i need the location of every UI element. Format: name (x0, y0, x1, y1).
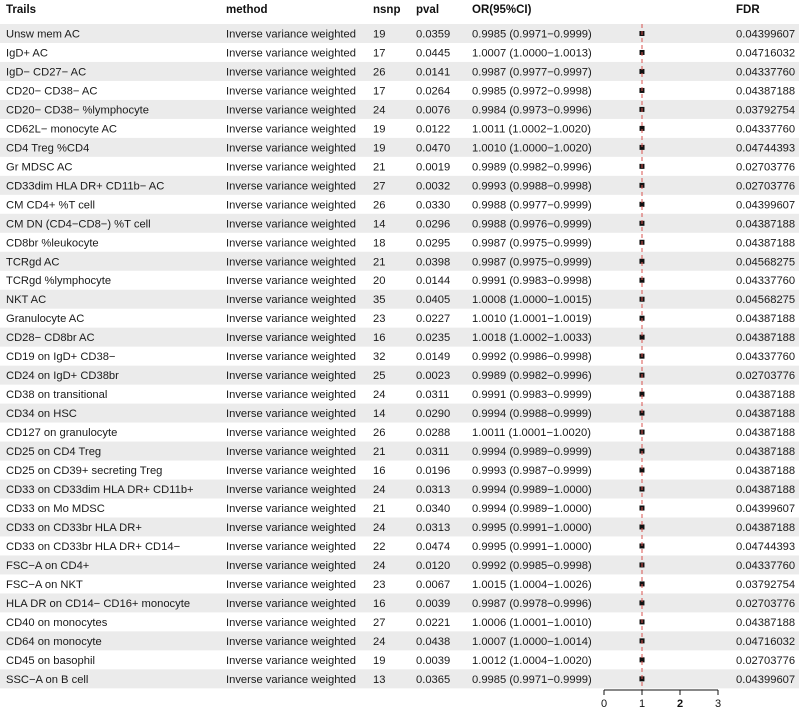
cell-nsnp: 27 (373, 616, 386, 629)
cell-trait: CD33 on CD33br HLA DR+ (6, 521, 142, 534)
cell-pval: 0.0196 (416, 465, 451, 478)
row-stripe (0, 62, 799, 81)
cell-method: Inverse variance weighted (226, 446, 356, 459)
cell-or-ci: 0.9994 (0.9989−1.0000) (472, 503, 592, 515)
cell-fdr: 0.04716032 (736, 47, 796, 60)
cell-method: Inverse variance weighted (226, 503, 356, 515)
cell-trait: Unsw mem AC (6, 28, 80, 41)
cell-or-ci: 0.9989 (0.9982−0.9996) (472, 370, 592, 383)
table-row (6, 427, 795, 439)
cell-fdr: 0.04387188 (736, 408, 796, 421)
cell-nsnp: 21 (373, 256, 386, 269)
cell-fdr: 0.03792754 (736, 104, 796, 117)
cell-nsnp: 13 (373, 673, 386, 686)
cell-trait: CD62L− monocyte AC (6, 123, 118, 136)
cell-trait: CD20− CD38− %lymphocyte (6, 104, 150, 117)
cell-or-ci: 0.9987 (0.9975−0.9999) (472, 237, 592, 250)
table-row (6, 161, 795, 173)
cell-or-ci: 0.9987 (0.9978−0.9996) (472, 597, 592, 610)
header-nsnp: nsnp (373, 4, 401, 16)
row-stripe (0, 631, 799, 650)
cell-nsnp: 23 (373, 578, 386, 591)
cell-trait: HLA DR on CD14− CD16+ monocyte (6, 597, 191, 610)
cell-fdr: 0.04716032 (736, 635, 796, 648)
cell-pval: 0.0340 (416, 503, 451, 515)
cell-trait: IgD+ AC (6, 47, 48, 60)
cell-fdr: 0.04399607 (736, 503, 796, 515)
cell-trait: CD25 on CD39+ secreting Treg (6, 465, 163, 478)
cell-pval: 0.0438 (416, 635, 451, 648)
cell-pval: 0.0032 (416, 180, 451, 193)
cell-method: Inverse variance weighted (226, 540, 356, 553)
table-row (6, 313, 795, 325)
cell-pval: 0.0076 (416, 104, 451, 117)
table-row (6, 655, 795, 667)
cell-nsnp: 19 (373, 123, 386, 136)
cell-pval: 0.0120 (416, 559, 451, 572)
cell-trait: CD64 on monocyte (6, 635, 102, 648)
cell-fdr: 0.04744393 (736, 540, 796, 553)
table-header (6, 4, 760, 16)
cell-method: Inverse variance weighted (226, 521, 356, 534)
cell-or-ci: 0.9984 (0.9973−0.9996) (472, 104, 592, 117)
cell-trait: Gr MDSC AC (6, 161, 73, 174)
cell-or-ci: 0.9985 (0.9971−0.9999) (472, 28, 592, 41)
row-stripe (0, 366, 799, 385)
cell-fdr: 0.04387188 (736, 332, 796, 345)
cell-pval: 0.0023 (416, 370, 451, 383)
cell-nsnp: 21 (373, 503, 386, 515)
cell-fdr: 0.04337760 (736, 351, 796, 364)
cell-fdr: 0.04387188 (736, 446, 796, 459)
cell-nsnp: 24 (373, 559, 386, 572)
cell-fdr: 0.04399607 (736, 199, 796, 212)
cell-nsnp: 22 (373, 540, 386, 553)
cell-trait: CD24 on IgD+ CD38br (6, 370, 119, 383)
cell-trait: CM CD4+ %T cell (6, 199, 96, 212)
cell-nsnp: 19 (373, 28, 386, 41)
cell-fdr: 0.04387188 (736, 218, 796, 231)
table-row (6, 351, 795, 363)
cell-or-ci: 0.9992 (0.9985−0.9998) (472, 559, 592, 572)
cell-pval: 0.0235 (416, 332, 451, 345)
cell-trait: CD8br %leukocyte (6, 237, 99, 250)
cell-method: Inverse variance weighted (226, 408, 356, 421)
cell-method: Inverse variance weighted (226, 673, 356, 686)
cell-pval: 0.0470 (416, 142, 451, 155)
cell-or-ci: 1.0006 (1.0001−1.0010) (472, 616, 592, 629)
cell-or-ci: 0.9988 (0.9976−0.9999) (472, 218, 592, 231)
cell-pval: 0.0311 (416, 389, 450, 402)
cell-nsnp: 19 (373, 654, 386, 667)
cell-method: Inverse variance weighted (226, 47, 356, 60)
cell-or-ci: 0.9991 (0.9983−0.9999) (472, 389, 592, 402)
table-row (6, 199, 795, 211)
cell-or-ci: 0.9994 (0.9989−1.0000) (472, 484, 592, 497)
cell-or-ci: 0.9988 (0.9977−0.9999) (472, 199, 592, 212)
cell-pval: 0.0039 (416, 654, 451, 667)
table-row (6, 389, 795, 401)
cell-trait: IgD− CD27− AC (6, 66, 87, 79)
cell-nsnp: 24 (373, 389, 386, 402)
cell-or-ci: 1.0007 (1.0000−1.0013) (472, 47, 592, 60)
cell-or-ci: 0.9991 (0.9983−0.9998) (472, 275, 592, 288)
table-row (6, 47, 795, 59)
cell-method: Inverse variance weighted (226, 180, 356, 193)
cell-trait: CD4 Treg %CD4 (6, 142, 90, 155)
cell-method: Inverse variance weighted (226, 351, 356, 364)
cell-or-ci: 1.0018 (1.0002−1.0033) (472, 332, 592, 345)
cell-nsnp: 35 (373, 294, 386, 307)
cell-or-ci: 0.9987 (0.9977−0.9997) (472, 66, 592, 79)
cell-method: Inverse variance weighted (226, 616, 356, 629)
cell-nsnp: 17 (373, 47, 386, 60)
row-stripes (0, 24, 799, 688)
cell-nsnp: 24 (373, 484, 386, 497)
cell-nsnp: 21 (373, 446, 386, 459)
cell-method: Inverse variance weighted (226, 294, 356, 307)
cell-pval: 0.0019 (416, 161, 451, 174)
row-stripe (0, 252, 799, 271)
table-row (6, 237, 795, 249)
cell-method: Inverse variance weighted (226, 313, 356, 326)
cell-trait: CD33 on CD33br HLA DR+ CD14− (6, 540, 181, 553)
cell-or-ci: 1.0007 (1.0000−1.0014) (472, 635, 592, 648)
cell-method: Inverse variance weighted (226, 123, 356, 136)
table-row (6, 579, 795, 591)
cell-or-ci: 0.9994 (0.9989−0.9999) (472, 446, 592, 459)
cell-or-ci: 0.9995 (0.9991−1.0000) (472, 521, 592, 534)
cell-trait: CD45 on basophil (6, 654, 95, 667)
cell-pval: 0.0295 (416, 237, 451, 250)
cell-or-ci: 1.0012 (1.0004−1.0020) (472, 654, 592, 667)
row-stripe (0, 404, 799, 423)
table-row (6, 275, 795, 287)
cell-or-ci: 0.9992 (0.9986−0.9998) (472, 351, 592, 364)
cell-fdr: 0.04568275 (736, 294, 796, 307)
cell-or-ci: 1.0010 (1.0001−1.0019) (472, 313, 592, 326)
row-stripe (0, 138, 799, 157)
cell-or-ci: 0.9985 (0.9971−0.9999) (472, 673, 592, 686)
cell-method: Inverse variance weighted (226, 28, 356, 41)
cell-nsnp: 25 (373, 370, 386, 383)
cell-pval: 0.0290 (416, 408, 451, 421)
cell-fdr: 0.04387188 (736, 85, 796, 98)
cell-trait: Granulocyte AC (6, 313, 85, 326)
cell-pval: 0.0313 (416, 521, 451, 534)
cell-trait: CD33 on Mo MDSC (6, 503, 105, 515)
cell-or-ci: 0.9994 (0.9988−0.9999) (472, 408, 592, 421)
cell-fdr: 0.04387188 (736, 616, 796, 629)
cell-method: Inverse variance weighted (226, 370, 356, 383)
cell-nsnp: 23 (373, 313, 386, 326)
cell-fdr: 0.02703776 (736, 597, 796, 610)
cell-method: Inverse variance weighted (226, 199, 356, 212)
cell-fdr: 0.03792754 (736, 578, 796, 591)
cell-nsnp: 16 (373, 465, 386, 478)
cell-nsnp: 24 (373, 104, 386, 117)
row-stripe (0, 24, 799, 43)
cell-nsnp: 32 (373, 351, 386, 364)
cell-method: Inverse variance weighted (226, 559, 356, 572)
cell-trait: CM DN (CD4−CD8−) %T cell (6, 218, 151, 231)
cell-nsnp: 24 (373, 635, 386, 648)
row-stripe (0, 669, 799, 688)
cell-method: Inverse variance weighted (226, 161, 356, 174)
cell-pval: 0.0221 (416, 616, 451, 629)
cell-nsnp: 14 (373, 218, 386, 231)
cell-trait: CD20− CD38− AC (6, 85, 98, 98)
cell-or-ci: 0.9993 (0.9987−0.9999) (472, 465, 592, 478)
cell-trait: CD28− CD8br AC (6, 332, 95, 345)
table-row (6, 123, 795, 135)
cell-method: Inverse variance weighted (226, 597, 356, 610)
header-pval: pval (416, 4, 440, 16)
row-stripe (0, 328, 799, 347)
cell-nsnp: 16 (373, 597, 386, 610)
cell-nsnp: 26 (373, 199, 386, 212)
cell-pval: 0.0311 (416, 446, 450, 459)
cell-fdr: 0.04399607 (736, 28, 796, 41)
cell-trait: CD127 on granulocyte (6, 427, 118, 440)
cell-nsnp: 20 (373, 275, 386, 288)
x-tick-label: 2 (676, 698, 684, 710)
cell-method: Inverse variance weighted (226, 484, 356, 497)
cell-pval: 0.0405 (416, 294, 451, 307)
cell-trait: CD19 on IgD+ CD38− (6, 351, 116, 364)
cell-or-ci: 1.0011 (1.0002−1.0020) (472, 123, 591, 136)
cell-nsnp: 17 (373, 85, 386, 98)
cell-pval: 0.0144 (416, 275, 451, 288)
cell-fdr: 0.04337760 (736, 123, 796, 136)
row-stripe (0, 290, 799, 309)
cell-nsnp: 26 (373, 66, 386, 79)
cell-nsnp: 27 (373, 180, 386, 193)
cell-fdr: 0.04387188 (736, 484, 796, 497)
cell-nsnp: 26 (373, 427, 386, 440)
header-fdr: FDR (736, 4, 760, 16)
x-tick-label: 1 (638, 698, 646, 710)
cell-method: Inverse variance weighted (226, 578, 356, 591)
cell-pval: 0.0296 (416, 218, 451, 231)
cell-pval: 0.0067 (416, 578, 451, 591)
cell-fdr: 0.04337760 (736, 275, 796, 288)
cell-fdr: 0.04387188 (736, 427, 796, 440)
cell-fdr: 0.02703776 (736, 180, 796, 193)
cell-or-ci: 1.0015 (1.0004−1.0026) (472, 578, 592, 591)
cell-or-ci: 0.9987 (0.9975−0.9999) (472, 256, 592, 269)
header-or-ci: OR(95%CI) (472, 4, 532, 16)
cell-fdr: 0.04399607 (736, 673, 796, 686)
cell-trait: CD40 on monocytes (6, 616, 108, 629)
cell-trait: CD38 on transitional (6, 389, 108, 402)
cell-pval: 0.0474 (416, 540, 451, 553)
cell-fdr: 0.04387188 (736, 521, 796, 534)
cell-pval: 0.0398 (416, 256, 451, 269)
cell-trait: CD34 on HSC (6, 408, 77, 421)
cell-method: Inverse variance weighted (226, 66, 356, 79)
cell-fdr: 0.02703776 (736, 654, 796, 667)
cell-method: Inverse variance weighted (226, 465, 356, 478)
cell-method: Inverse variance weighted (226, 389, 356, 402)
cell-trait: CD25 on CD4 Treg (6, 446, 102, 459)
forest-plot-area (639, 24, 644, 690)
cell-method: Inverse variance weighted (226, 104, 356, 117)
cell-nsnp: 19 (373, 142, 386, 155)
cell-method: Inverse variance weighted (226, 332, 356, 345)
cell-fdr: 0.04387188 (736, 389, 796, 402)
cell-method: Inverse variance weighted (226, 237, 356, 250)
cell-or-ci: 1.0010 (1.0000−1.0020) (472, 142, 592, 155)
cell-pval: 0.0330 (416, 199, 451, 212)
table-row (6, 85, 795, 97)
cell-pval: 0.0264 (416, 85, 451, 98)
cell-or-ci: 1.0011 (1.0001−1.0020) (472, 427, 591, 440)
x-tick-label: 0 (600, 698, 608, 710)
header-method: method (226, 4, 268, 16)
cell-trait: CD33 on CD33dim HLA DR+ CD11b+ (6, 484, 194, 497)
cell-trait: FSC−A on NKT (6, 578, 83, 591)
cell-pval: 0.0359 (416, 28, 451, 41)
cell-fdr: 0.04387188 (736, 465, 796, 478)
cell-or-ci: 0.9993 (0.9988−0.9998) (472, 180, 592, 193)
cell-fdr: 0.04337760 (736, 559, 796, 572)
x-tick-label: 3 (714, 698, 722, 710)
cell-fdr: 0.04387188 (736, 313, 796, 326)
row-stripe (0, 555, 799, 574)
cell-method: Inverse variance weighted (226, 142, 356, 155)
cell-pval: 0.0039 (416, 597, 451, 610)
cell-method: Inverse variance weighted (226, 427, 356, 440)
table-row (6, 503, 795, 515)
cell-pval: 0.0149 (416, 351, 451, 364)
cell-nsnp: 21 (373, 161, 386, 174)
row-stripe (0, 442, 799, 461)
cell-trait: TCRgd %lymphocyte (6, 275, 112, 288)
cell-pval: 0.0141 (416, 66, 451, 79)
cell-pval: 0.0288 (416, 427, 451, 440)
cell-fdr: 0.04568275 (736, 256, 796, 269)
cell-or-ci: 0.9985 (0.9972−0.9998) (472, 85, 592, 98)
cell-trait: CD33dim HLA DR+ CD11b− AC (6, 180, 165, 193)
cell-method: Inverse variance weighted (226, 635, 356, 648)
cell-method: Inverse variance weighted (226, 256, 356, 269)
cell-fdr: 0.04337760 (736, 66, 796, 79)
table-row (6, 617, 795, 629)
table-rows (6, 29, 795, 686)
cell-pval: 0.0122 (416, 123, 451, 136)
table-row (6, 465, 795, 477)
cell-trait: TCRgd AC (6, 256, 60, 269)
header-trails: Trails (6, 4, 37, 16)
cell-method: Inverse variance weighted (226, 218, 356, 231)
cell-pval: 0.0365 (416, 673, 451, 686)
cell-trait: SSC−A on B cell (6, 673, 89, 686)
cell-method: Inverse variance weighted (226, 275, 356, 288)
cell-nsnp: 24 (373, 521, 386, 534)
cell-pval: 0.0445 (416, 47, 451, 60)
cell-method: Inverse variance weighted (226, 85, 356, 98)
cell-trait: FSC−A on CD4+ (6, 559, 90, 572)
cell-or-ci: 0.9989 (0.9982−0.9996) (472, 161, 592, 174)
cell-pval: 0.0227 (416, 313, 451, 326)
cell-fdr: 0.04744393 (736, 142, 796, 155)
table-row (6, 541, 795, 553)
cell-pval: 0.0313 (416, 484, 451, 497)
cell-method: Inverse variance weighted (226, 654, 356, 667)
cell-trait: NKT AC (6, 294, 47, 307)
cell-fdr: 0.02703776 (736, 161, 796, 174)
cell-or-ci: 0.9995 (0.9991−1.0000) (472, 540, 592, 553)
cell-or-ci: 1.0008 (1.0000−1.0015) (472, 294, 592, 307)
cell-nsnp: 18 (373, 237, 386, 250)
cell-fdr: 0.02703776 (736, 370, 796, 383)
cell-fdr: 0.04387188 (736, 237, 796, 250)
cell-nsnp: 14 (373, 408, 386, 421)
cell-nsnp: 16 (373, 332, 386, 345)
x-axis (601, 690, 721, 710)
